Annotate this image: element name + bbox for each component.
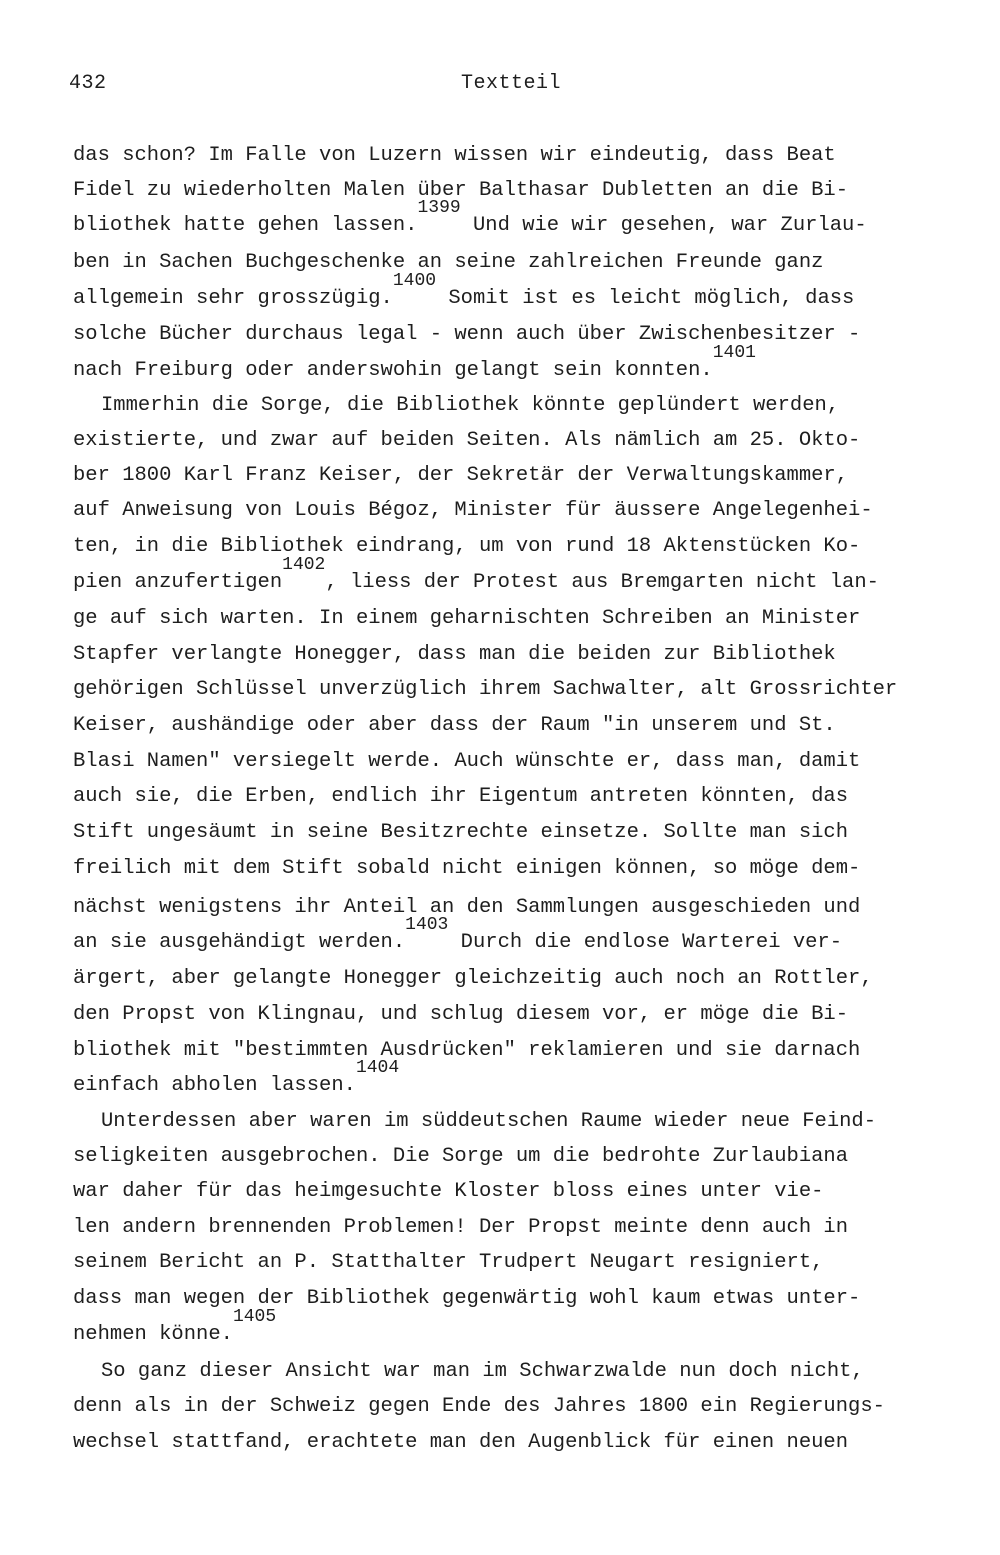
text-line: ber 1800 Karl Franz Keiser, der Sekretär der Verwaltungskammer, (73, 464, 849, 487)
text-line: ben in Sachen Buchgeschenke an seine zahlreichen Freunde ganz (73, 251, 824, 274)
text-line: ärgert, aber gelangte Honegger gleichzeitig auch noch an Rottler, (73, 967, 873, 990)
text-line: Unterdessen aber waren im süddeutschen Raume wieder neue Feind- (101, 1110, 877, 1133)
text-line: einfach abholen lassen.1404 (73, 1058, 400, 1097)
text-line: nach Freiburg oder anderswohin gelangt sein konnten.1401 (73, 343, 756, 382)
running-head: Textteil (461, 72, 562, 95)
text-line: auf Anweisung von Louis Bégoz, Minister für äussere Angelegenhei- (73, 499, 873, 522)
text-line: das schon? Im Falle von Luzern wissen wir eindeutig, dass Beat (73, 144, 836, 167)
footnote-marker: 1401 (712, 343, 756, 363)
text-line: gehörigen Schlüssel unverzüglich ihrem Sachwalter, alt Grossrichter (73, 678, 898, 701)
text-line: Keiser, aushändige oder aber dass der Raum "in unserem und St. (73, 714, 836, 737)
text-line: dass man wegen der Bibliothek gegenwärtig wohl kaum etwas unter- (73, 1287, 861, 1310)
text-line: bliothek mit "bestimmten Ausdrücken" reklamieren und sie darnach (73, 1039, 861, 1062)
text-line: den Propst von Klingnau, und schlug diesem vor, er möge die Bi- (73, 1003, 849, 1026)
text-line: bliothek hatte gehen lassen.1399 Und wie wir gesehen, war Zurlau- (73, 198, 867, 237)
text-line: nächst wenigstens ihr Anteil an den Sammlungen ausgeschieden und (73, 896, 861, 919)
footnote-marker: 1402 (282, 555, 326, 575)
text-line: Immerhin die Sorge, die Bibliothek könnte geplündert werden, (101, 394, 840, 417)
text-line: ge auf sich warten. In einem geharnischten Schreiben an Minister (73, 607, 861, 630)
text-line: allgemein sehr grosszügig.1400 Somit ist es leicht möglich, dass (73, 271, 855, 310)
text-line: ten, in die Bibliothek eindrang, um von rund 18 Aktenstücken Ko- (73, 535, 861, 558)
footnote-marker: 1405 (232, 1307, 277, 1327)
text-line: Stift ungesäumt in seine Besitzrechte einsetze. Sollte man sich (73, 821, 849, 844)
text-line: wechsel stattfand, erachtete man den Augenblick für einen neuen (73, 1431, 849, 1454)
footnote-marker: 1400 (392, 271, 437, 291)
text-line: pien anzufertigen1402, liess der Protest aus Bremgarten nicht lan- (73, 555, 879, 594)
text-line: Blasi Namen" versiegelt werde. Auch wünschte er, dass man, damit (73, 750, 861, 773)
text-line: seligkeiten ausgebrochen. Die Sorge um die bedrohte Zurlaubiana (73, 1145, 849, 1168)
footnote-marker: 1399 (417, 198, 461, 218)
text-line: denn als in der Schweiz gegen Ende des Jahres 1800 ein Regierungs- (73, 1395, 885, 1418)
text-line: an sie ausgehändigt werden.1403 Durch die endlose Warterei ver- (73, 915, 843, 954)
text-line: Fidel zu wiederholten Malen über Balthasar Dubletten an die Bi- (73, 179, 849, 202)
text-line: nehmen könne.1405 (73, 1307, 277, 1346)
footnote-marker: 1403 (405, 915, 449, 935)
text-line: len andern brennenden Problemen! Der Propst meinte denn auch in (73, 1216, 849, 1239)
text-line: war daher für das heimgesuchte Kloster bloss eines unter vie- (73, 1180, 824, 1203)
page-number: 432 (69, 72, 107, 95)
text-line: seinem Bericht an P. Statthalter Trudpert Neugart resigniert, (73, 1251, 824, 1274)
text-line: So ganz dieser Ansicht war man im Schwarzwalde nun doch nicht, (101, 1360, 864, 1383)
text-line: freilich mit dem Stift sobald nicht einigen können, so möge dem- (73, 857, 861, 880)
footnote-marker: 1404 (355, 1058, 400, 1078)
text-line: Stapfer verlangte Honegger, dass man die beiden zur Bibliothek (73, 643, 836, 666)
text-line: auch sie, die Erben, endlich ihr Eigentum antreten könnten, das (73, 785, 849, 808)
text-line: existierte, und zwar auf beiden Seiten. Als nämlich am 25. Okto- (73, 429, 861, 452)
text-line: solche Bücher durchaus legal - wenn auch über Zwischenbesitzer - (73, 323, 861, 346)
